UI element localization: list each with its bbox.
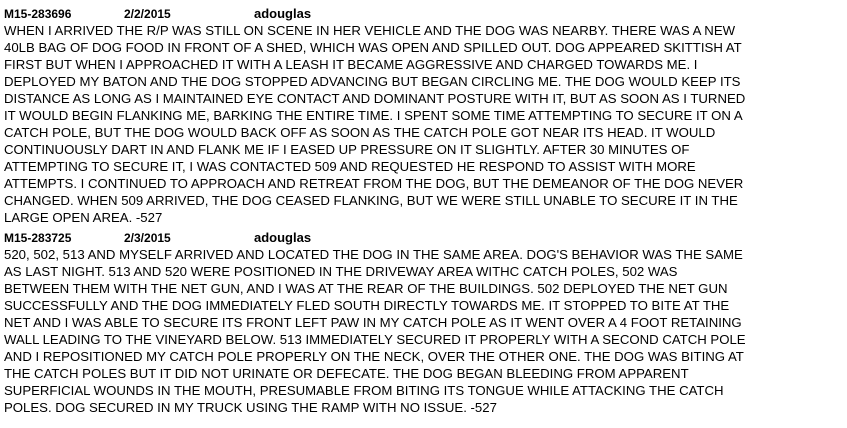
narrative-line: IT WOULD BEGIN FLANKING ME, BARKING THE ENTIRE TIME. I SPENT SOME TIME ATTEMPTING TO SECURE IT ON A bbox=[4, 108, 743, 123]
narrative-line: LARGE OPEN AREA. -527 bbox=[4, 210, 163, 225]
narrative-line: CATCH POLE, BUT THE DOG WOULD BACK OFF AS SOON AS THE CATCH POLE GOT NEAR ITS HEAD. IT WOULD bbox=[4, 125, 716, 140]
narrative-line: ATTEMPTS. I CONTINUED TO APPROACH AND RETREAT FROM THE DOG, BUT THE DEMEANOR OF THE DOG NEVER bbox=[4, 176, 744, 191]
narrative-line: NET AND I WAS ABLE TO SECURE ITS FRONT LEFT PAW IN MY CATCH POLE AS IT WENT OVER A 4 FOOT RETAINING bbox=[4, 315, 742, 330]
report-entry-1 bbox=[4, 6, 843, 226]
officer-name: adouglas bbox=[254, 6, 312, 21]
narrative-line: SUPERFICIAL WOUNDS IN THE MOUTH, PRESUMABLE FROM BITING ITS TONGUE WHILE ATTACKING THE CATCH bbox=[4, 383, 724, 398]
narrative-line: BETWEEN THEM WITH THE NET GUN, AND I WAS AT THE REAR OF THE BUILDINGS. 502 DEPLOYED THE NET GUN bbox=[4, 281, 728, 296]
entry-date: 2/2/2015 bbox=[124, 7, 171, 21]
narrative-line: CONTINUOUSLY DART IN AND FLANK ME IF I EASED UP PRESSURE ON IT SLIGHTLY. AFTER 30 MINUTES OF bbox=[4, 142, 690, 157]
narrative-line: ATTEMPTING TO SECURE IT, I WAS CONTACTED 509 AND REQUESTED HE RESPOND TO ASSIST WITH MORE bbox=[4, 159, 696, 174]
narrative-line: 40LB BAG OF DOG FOOD IN FRONT OF A SHED, WHICH WAS OPEN AND SPILLED OUT. DOG APPEARED SKITTISH AT bbox=[4, 40, 742, 55]
narrative-line: WALL LEADING TO THE VINEYARD BELOW. 513 IMMEDIATELY SECURED IT PROPERLY WITH A SECOND CATCH POLE bbox=[4, 332, 746, 347]
report-document bbox=[4, 6, 843, 416]
narrative-line: POLES. DOG SECURED IN MY TRUCK USING THE RAMP WITH NO ISSUE. -527 bbox=[4, 400, 497, 415]
narrative-line: THE CATCH POLES BUT IT DID NOT URINATE OR DEFECATE. THE DOG BEGAN BLEEDING FROM APPARENT bbox=[4, 366, 689, 381]
entry-header bbox=[4, 230, 843, 246]
report-entry-2 bbox=[4, 230, 843, 416]
case-number: M15-283725 bbox=[4, 231, 72, 245]
entry-header bbox=[4, 6, 843, 22]
narrative-line: 520, 502, 513 AND MYSELF ARRIVED AND LOCATED THE DOG IN THE SAME AREA. DOG'S BEHAVIOR WAS THE SAME bbox=[4, 247, 743, 262]
entry-body bbox=[4, 246, 843, 416]
narrative-line: AS LAST NIGHT. 513 AND 520 WERE POSITIONED IN THE DRIVEWAY AREA WITHC CATCH POLES, 502 WAS bbox=[4, 264, 678, 279]
narrative-line: FIRST BUT WHEN I APPROACHED IT WITH A LEASH IT BECAME AGGRESSIVE AND CHARGED TOWARDS ME. I bbox=[4, 57, 698, 72]
case-number: M15-283696 bbox=[4, 7, 72, 21]
narrative-line: DISTANCE AS LONG AS I MAINTAINED EYE CONTACT AND DOMINANT POSTURE WITH IT, BUT AS SOON AS I TURNED bbox=[4, 91, 746, 106]
officer-name: adouglas bbox=[254, 230, 312, 245]
narrative-line: SUCCESSFULLY AND THE DOG IMMEDIATELY FLED SOUTH DIRECTLY TOWARDS ME. IT STOPPED TO BITE AT THE bbox=[4, 298, 730, 313]
entry-date: 2/3/2015 bbox=[124, 231, 171, 245]
narrative-line: DEPLOYED MY BATON AND THE DOG STOPPED ADVANCING BUT BEGAN CIRCLING ME. THE DOG WOULD KEEP ITS bbox=[4, 74, 741, 89]
narrative-line: WHEN I ARRIVED THE R/P WAS STILL ON SCENE IN HER VEHICLE AND THE DOG WAS NEARBY. THERE WAS A NEW bbox=[4, 23, 736, 38]
narrative-line: CHANGED. WHEN 509 ARRIVED, THE DOG CEASED FLANKING, BUT WE WERE STILL UNABLE TO SECURE IT IN THE bbox=[4, 193, 738, 208]
entry-body bbox=[4, 22, 843, 226]
narrative-line: AND I REPOSITIONED MY CATCH POLE PROPERLY ON THE NECK, OVER THE OTHER ONE. THE DOG WAS BITING AT bbox=[4, 349, 744, 364]
